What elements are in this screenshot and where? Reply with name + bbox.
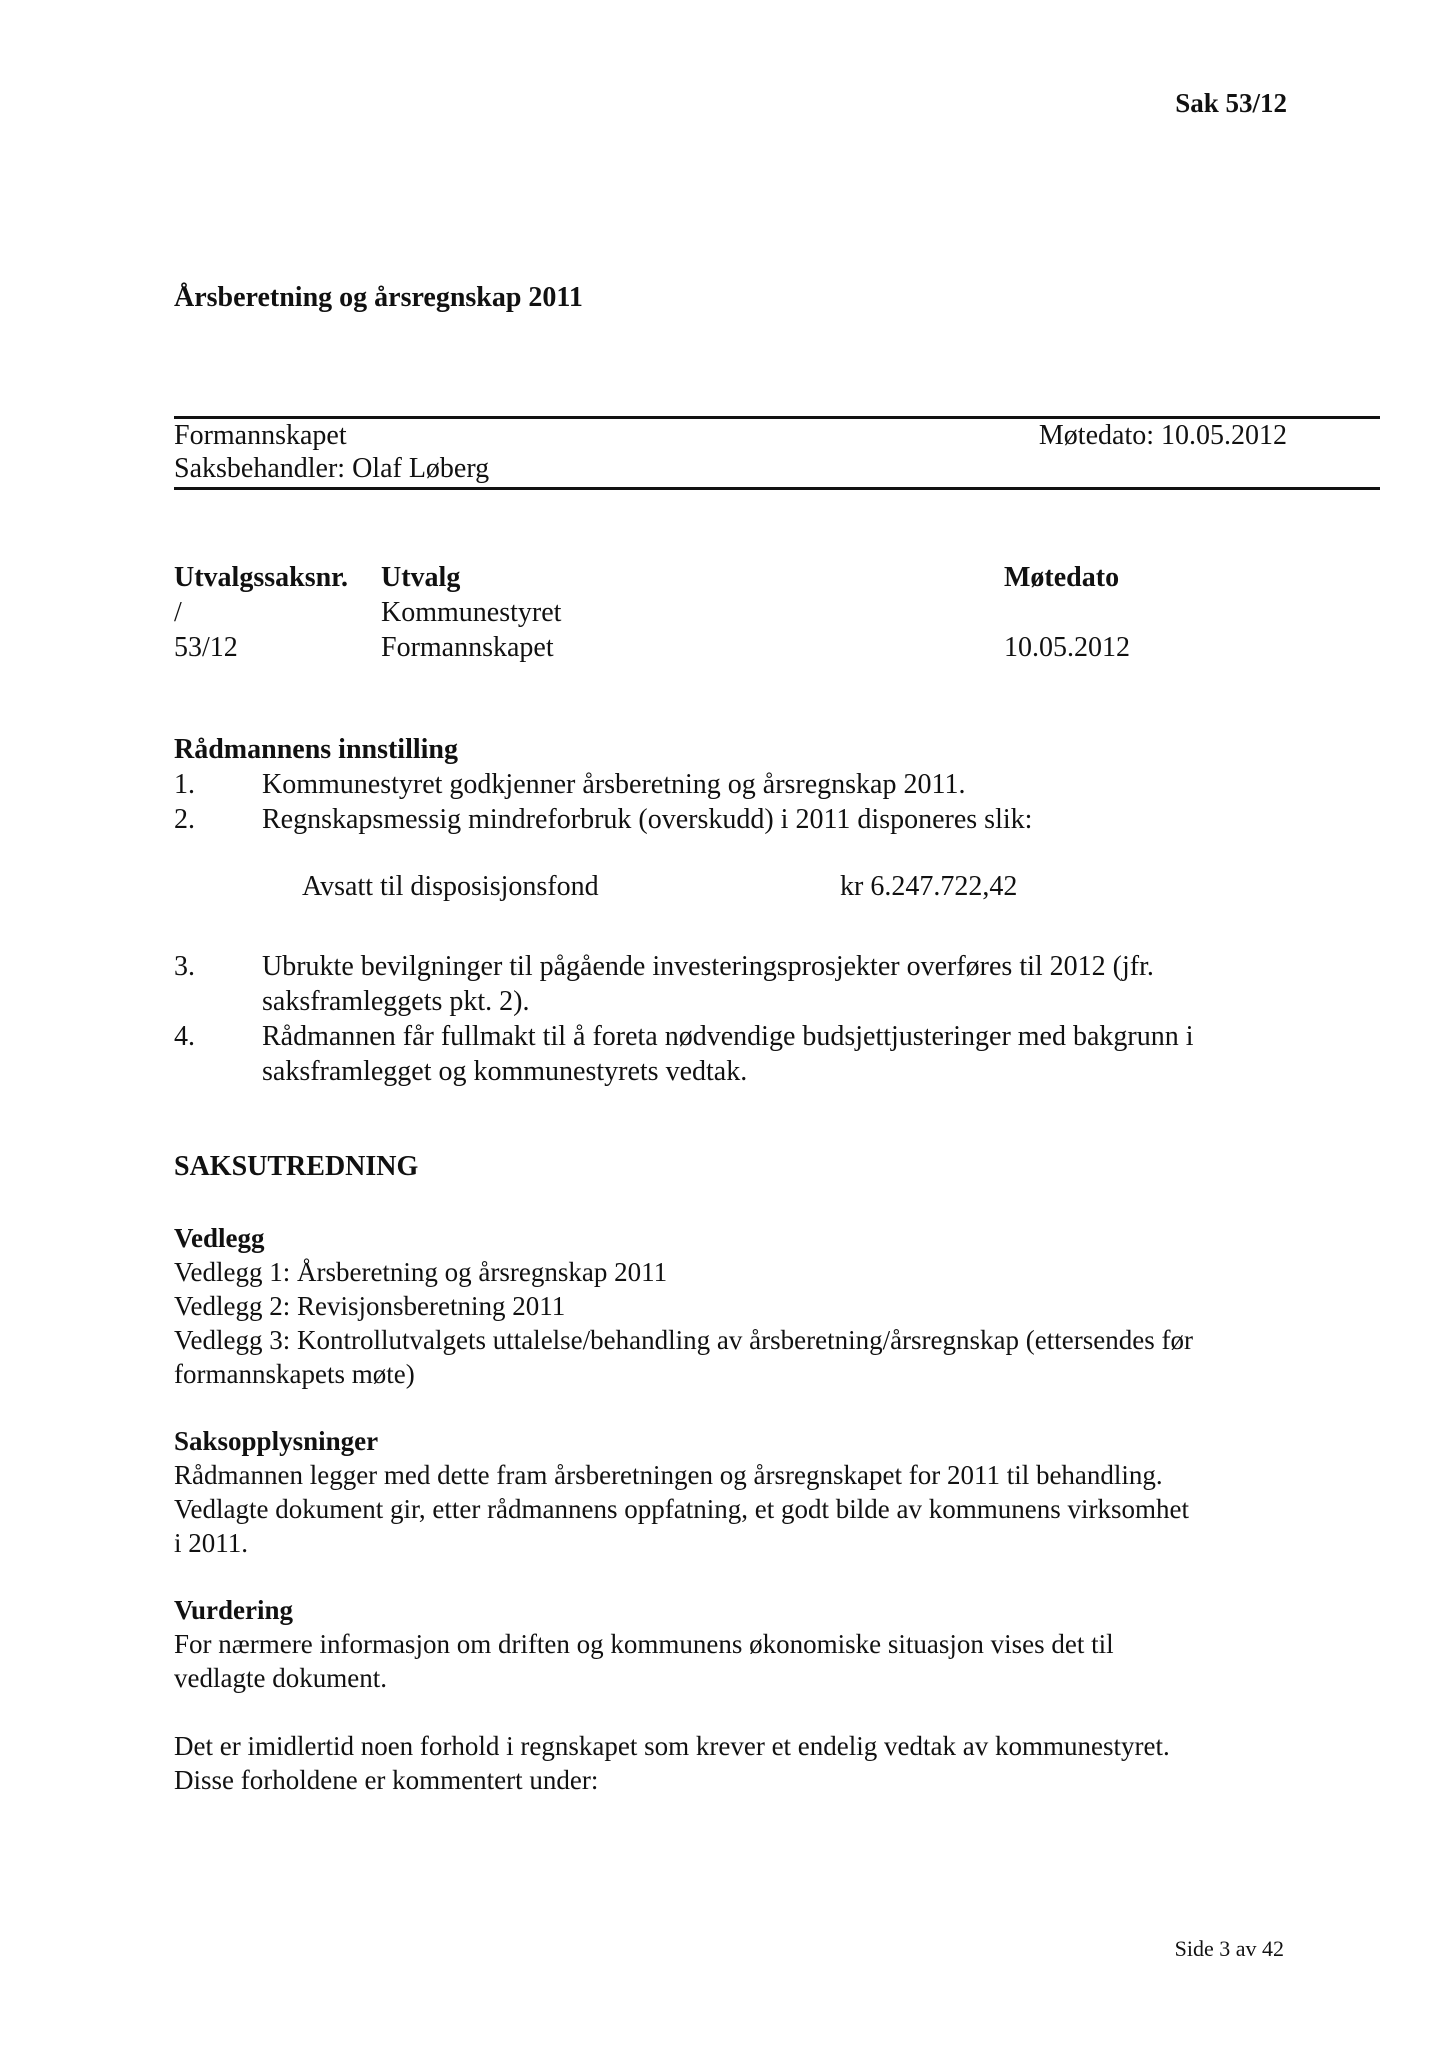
vedlegg-line: Vedlegg 2: Revisjonsberetning 2011 bbox=[174, 1291, 566, 1321]
paragraph-line: Det er imidlertid noen forhold i regnskapet som krever et endelig vedtak av kommunestyret. bbox=[174, 1731, 1170, 1761]
paragraph-line: For nærmere informasjon om driften og kommunens økonomiske situasjon vises det til bbox=[174, 1629, 1114, 1659]
vedlegg-line: formannskapets møte) bbox=[174, 1359, 415, 1389]
list-item-number: 1. bbox=[174, 769, 195, 800]
table-cell: Formannskapet bbox=[381, 632, 554, 663]
saksopplysninger-heading: Saksopplysninger bbox=[174, 1426, 379, 1456]
paragraph-line: Rådmannen legger med dette fram årsberetningen og årsregnskapet for 2011 til behandling. bbox=[174, 1460, 1163, 1490]
allocation-amount: kr 6.247.722,42 bbox=[840, 871, 1018, 902]
paragraph-line: Disse forholdene er kommentert under: bbox=[174, 1765, 599, 1795]
table-cell: Kommunestyret bbox=[381, 597, 562, 628]
list-item-text: Ubrukte bevilgninger til pågående investeringsprosjekter overføres til 2012 (jfr. bbox=[262, 951, 1154, 982]
paragraph-line: Vedlagte dokument gir, etter rådmannens oppfatning, et godt bilde av kommunens virksomhet bbox=[174, 1494, 1189, 1524]
document-title: Årsberetning og årsregnskap 2011 bbox=[174, 282, 583, 313]
vedlegg-section bbox=[174, 1221, 1193, 1391]
committee-name: Formannskapet bbox=[174, 420, 347, 451]
table-header-meeting-date: Møtedato bbox=[1004, 562, 1120, 593]
bottom-rule bbox=[174, 487, 1380, 490]
meeting-date: Møtedato: 10.05.2012 bbox=[1038, 420, 1287, 451]
recommendation-heading: Rådmannens innstilling bbox=[174, 734, 458, 765]
list-item-number: 4. bbox=[174, 1021, 195, 1052]
saksopplysninger-section bbox=[174, 1424, 1189, 1560]
vedlegg-line: Vedlegg 1: Årsberetning og årsregnskap 2011 bbox=[174, 1257, 668, 1287]
table-cell: / bbox=[174, 597, 182, 628]
page-number: Side 3 av 42 bbox=[1174, 1936, 1284, 1961]
closing-paragraph bbox=[174, 1729, 1170, 1797]
table-cell: 10.05.2012 bbox=[1004, 632, 1130, 663]
table-header-committee: Utvalg bbox=[381, 562, 461, 593]
vedlegg-heading: Vedlegg bbox=[174, 1223, 265, 1253]
case-handler: Saksbehandler: Olaf Løberg bbox=[174, 453, 490, 484]
case-number: Sak 53/12 bbox=[1175, 88, 1287, 118]
list-item-number: 3. bbox=[174, 951, 195, 982]
list-item-number: 2. bbox=[174, 804, 195, 835]
paragraph-line: vedlagte dokument. bbox=[174, 1663, 387, 1693]
list-item-text: Rådmannen får fullmakt til å foreta nødvendige budsjettjusteringer med bakgrunn i bbox=[262, 1021, 1194, 1052]
list-item-text: saksframlegget og kommunestyrets vedtak. bbox=[262, 1056, 748, 1087]
table-header-case-number: Utvalgssaksnr. bbox=[174, 562, 349, 593]
vedlegg-line: Vedlegg 3: Kontrollutvalgets uttalelse/behandling av årsberetning/årsregnskap (ettersendes før bbox=[174, 1325, 1193, 1355]
table-cell: 53/12 bbox=[174, 632, 238, 663]
list-item-text: saksframleggets pkt. 2). bbox=[262, 986, 530, 1017]
vurdering-heading: Vurdering bbox=[174, 1595, 294, 1625]
section-heading: SAKSUTREDNING bbox=[174, 1151, 419, 1182]
list-item-text: Kommunestyret godkjenner årsberetning og årsregnskap 2011. bbox=[262, 769, 966, 800]
allocation-label: Avsatt til disposisjonsfond bbox=[302, 871, 599, 902]
list-item-text: Regnskapsmessig mindreforbruk (overskudd) i 2011 disponeres slik: bbox=[262, 804, 1033, 835]
vurdering-section bbox=[174, 1593, 1114, 1695]
paragraph-line: i 2011. bbox=[174, 1528, 248, 1558]
